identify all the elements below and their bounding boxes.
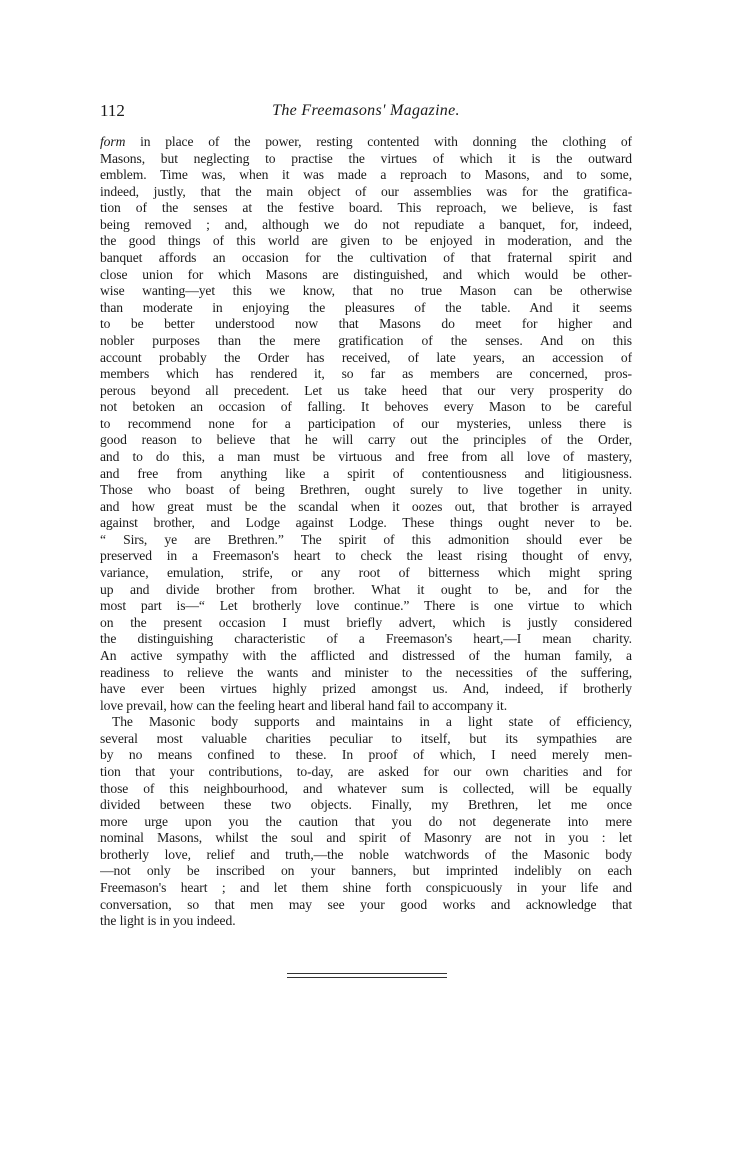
text-line: to be better understood now that Masons do meet for higher and xyxy=(100,316,632,332)
text-line: brotherly love, relief and truth,—the noble watchwords of the Masonic body xyxy=(100,846,632,862)
text-line: Masons, but neglecting to practise the virtues of which it is the outward xyxy=(100,150,632,166)
text-line: preserved in a Freemason's heart to check the least rising thought of envy, xyxy=(100,548,632,564)
text-line: several most valuable charities peculiar to itself, but its sympathies are xyxy=(100,730,632,746)
text-line: wise wanting—yet this we know, that no true Mason can be otherwise xyxy=(100,283,632,299)
text-line: indeed, justly, that the main object of our assemblies was for the gratifica- xyxy=(100,183,632,199)
text-line: the distinguishing characteristic of a Freemason's heart,—I mean charity. xyxy=(100,631,632,647)
text-line: readiness to relieve the wants and minister to the necessities of the suffering, xyxy=(100,664,632,680)
text-line: Those who boast of being Brethren, ought surely to live together in unity. xyxy=(100,482,632,498)
text-line: love prevail, how can the feeling heart and liberal hand fail to accompany it. xyxy=(100,697,508,713)
section-end-rule xyxy=(287,973,447,978)
text-line: being removed ; and, although we do not repudiate a banquet, for, indeed, xyxy=(100,216,632,232)
text-line: account probably the Order has received, of late years, an accession of xyxy=(100,349,632,365)
running-head xyxy=(100,100,632,122)
text-line: form in place of the power, resting contented with donning the clothing of xyxy=(100,134,632,149)
text-line: on the present occasion I must briefly advert, which is justly considered xyxy=(100,614,632,630)
text-line: most part is—“ Let brotherly love continue.” There is one virtue to which xyxy=(100,598,632,614)
text-line: than moderate in enjoying the pleasures of the table. And it seems xyxy=(100,299,632,315)
page-number: 112 xyxy=(100,101,125,120)
text-line: to recommend none for a participation of our mysteries, unless there is xyxy=(100,415,632,431)
text-line: nominal Masons, whilst the soul and spirit of Masonry are not in you : let xyxy=(100,830,632,846)
text-line: Freemason's heart ; and let them shine forth conspicuously in your life and xyxy=(100,880,632,896)
text-line: good reason to believe that he will carry out the principles of the Order, xyxy=(100,432,632,448)
text-line: close union for which Masons are distinguished, and which would be other- xyxy=(100,266,632,282)
text-line: tion of the senses at the festive board. This reproach, we believe, is fast xyxy=(100,200,632,216)
text-line: have ever been virtues highly prized amongst us. And, indeed, if brotherly xyxy=(100,681,632,697)
text-line: and to do this, a man must be virtuous and free from all love of mastery, xyxy=(100,448,632,464)
text-line: The Masonic body supports and maintains in a light state of efficiency, xyxy=(112,714,632,730)
text-line: emblem. Time was, when it was made a reproach to Masons, and to some, xyxy=(100,167,632,183)
journal-title: The Freemasons' Magazine. xyxy=(272,102,460,119)
text-line: up and divide brother from brother. What it ought to be, and for the xyxy=(100,581,632,597)
text-line: those of this neighbourhood, and whatever sum is collected, will be equally xyxy=(100,780,632,796)
text-line: An active sympathy with the afflicted and distressed of the human family, a xyxy=(100,647,632,663)
text-line: by no means confined to these. In proof of which, I need merely men- xyxy=(100,747,632,763)
text-line: the light is in you indeed. xyxy=(100,913,236,929)
text-line: —not only be inscribed on your banners, but imprinted indelibly on each xyxy=(100,863,632,879)
text-line: not betoken an occasion of falling. It behoves every Mason to be careful xyxy=(100,399,632,415)
text-line: banquet affords an occasion for the cultivation of that fraternal spirit and xyxy=(100,250,632,266)
text-line: members which has rendered it, so far as members are concerned, pros- xyxy=(100,366,632,382)
text-line: nobler purposes than the mere gratification of the senses. And on this xyxy=(100,332,632,348)
italic-word: form xyxy=(100,134,126,149)
text-line: against brother, and Lodge against Lodge. These things ought never to be. xyxy=(100,515,632,531)
text-line: “ Sirs, ye are Brethren.” The spirit of this admonition should ever be xyxy=(100,531,632,547)
text-line: tion that your contributions, to-day, are asked for our own charities and for xyxy=(100,763,632,779)
text-line: more urge upon you the caution that you do not degenerate into mere xyxy=(100,813,632,829)
text-line: and free from anything like a spirit of contentiousness and litigiousness. xyxy=(100,465,632,481)
text-line: the good things of this world are given to be enjoyed in moderation, and the xyxy=(100,233,632,249)
text-line: and how great must be the scandal when it oozes out, that brother is arrayed xyxy=(100,498,632,514)
text-line: divided between these two objects. Finally, my Brethren, let me once xyxy=(100,797,632,813)
text-line: variance, emulation, strife, or any root of bitterness which might spring xyxy=(100,565,632,581)
text-line: perous beyond all precedent. Let us take heed that our very prosperity do xyxy=(100,382,632,398)
text-line: conversation, so that men may see your good works and acknowledge that xyxy=(100,896,632,912)
article-body xyxy=(100,134,632,930)
